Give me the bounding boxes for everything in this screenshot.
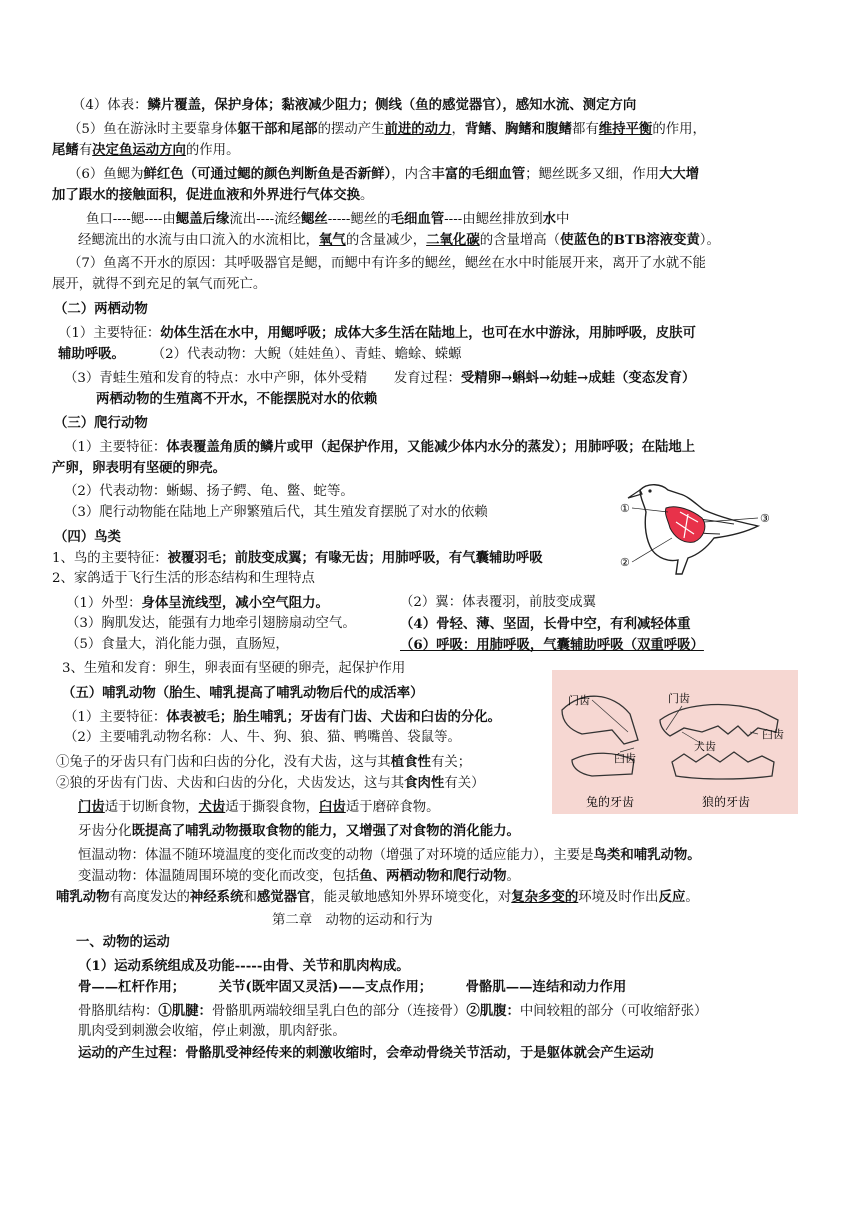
text-line <box>52 548 543 569</box>
text-line <box>272 911 433 931</box>
text-run: 适于撕裂食物， <box>225 800 320 815</box>
text-run: 环境及时作出 <box>578 890 659 905</box>
text-run: 丰富的毛细血管 <box>431 166 526 182</box>
bird-eye-icon <box>648 489 651 492</box>
text-run: （1）外型： <box>66 596 142 611</box>
text-run: （1）主要特征： <box>58 326 161 341</box>
text-run: （2）代表动物：大鲵（娃娃鱼）、青蛙、蟾蜍、蝾螈 <box>118 347 462 362</box>
text-line <box>66 635 289 655</box>
text-run: 哺乳动物 <box>56 889 110 905</box>
text-run: 维持平衡 <box>598 121 653 137</box>
text-line <box>56 773 485 794</box>
text-run: 两栖动物的生殖离不开水，不能摆脱对水的依赖 <box>96 391 378 407</box>
teeth-leader-line <box>592 700 628 732</box>
text-run: 的作用。 <box>185 143 240 158</box>
text-run: 恒温动物：体温不随环境温度的变化而改变的动物（增强了对环境的适应能力），主要是 <box>78 848 594 863</box>
text-run: 的含量减少， <box>345 233 427 248</box>
text-run: 和 <box>243 890 257 905</box>
text-run: （1）主要特征： <box>64 710 167 725</box>
text-run: 既提高了哺乳动物摄取食物的能力，又增强了对食物的消化能力。 <box>131 823 520 839</box>
text-run: 加了跟水的接触面积，促进血液和外界进行气体交换 <box>52 187 360 203</box>
text-line <box>78 797 440 818</box>
text-run: 大大增 <box>659 166 700 182</box>
text-run: （2）主要哺乳动物名称：人、牛、狗、狼、猫、鸭嘴兽、袋鼠等。 <box>64 730 461 745</box>
text-run: 被覆羽毛；前肢变成翼；有喙无齿；用肺呼吸，有气囊辅助呼吸 <box>167 550 543 566</box>
text-run: ）。 <box>699 233 720 248</box>
wolf-lower-jaw <box>672 752 774 779</box>
teeth-leader-line <box>666 706 682 730</box>
text-line <box>78 977 626 998</box>
text-run: 牙齿分化 <box>78 824 132 839</box>
bird-label: ① <box>620 502 630 515</box>
text-run: 鳃盖后缘 <box>175 211 230 227</box>
text-run: 感觉器官 <box>256 889 311 905</box>
text-run: 的作用， <box>652 122 706 137</box>
text-run: 犬齿 <box>198 799 226 815</box>
teeth-caption: 兔的牙齿 <box>586 795 635 809</box>
bird-leader-line <box>632 508 668 512</box>
text-run: ；鳃丝既多又细，作用 <box>525 167 660 182</box>
text-run: 中 <box>555 212 570 227</box>
text-run: 。 <box>506 869 520 884</box>
text-run: 幼体生活在水中，用鳃呼吸；成体大多生活在陆地上，也可在水中游泳，用肺呼吸，皮肤可 <box>160 325 696 341</box>
text-run: ，内含 <box>391 167 432 182</box>
text-run: （3）胸肌发达，能强有力地牵引翅膀扇动空气。 <box>66 616 356 631</box>
text-run: 植食性 <box>390 754 431 770</box>
text-run: （五）哺乳动物（胎生、哺乳提高了哺乳动物后代的成活率） <box>62 685 424 701</box>
text-line <box>68 164 699 185</box>
text-run: 复杂多变的 <box>511 889 579 905</box>
text-run: 反应 <box>658 889 686 905</box>
text-run: （4）骨轻、薄、坚固，长骨中空，有利减轻体重 <box>400 616 691 632</box>
text-line <box>56 752 471 773</box>
text-run: 神经系统 <box>189 889 244 905</box>
text-run: 臼齿 <box>319 799 346 815</box>
text-run: 鳃丝 <box>301 211 328 227</box>
text-run: 受精卵→蝌蚪→幼蛙→成蛙（变态发育） <box>460 370 696 386</box>
text-line <box>400 593 596 613</box>
text-run: 。 <box>685 890 699 905</box>
teeth-label: 臼齿 <box>762 728 784 741</box>
text-run: （5）食量大，消化能力强，直肠短， <box>66 637 289 652</box>
text-line <box>78 1022 346 1042</box>
text-run: 经鳃流出的水流与由口流入的水流相比， <box>78 233 320 248</box>
text-run: 鳞片覆盖，保护身体；黏液减少阻力；侧线（鱼的感觉器官），感知水流、测定方向 <box>147 97 637 113</box>
text-run: 辅助呼吸。 <box>58 346 119 362</box>
text-run: 门齿 <box>78 799 105 815</box>
text-run: ②狼的牙齿有门齿、犬齿和臼齿的分化，犬齿发达，这与其 <box>56 776 405 791</box>
teeth-label: 臼齿 <box>614 752 636 765</box>
text-run: 鱼、两栖动物和爬行动物 <box>359 868 507 884</box>
text-run: （4）体表： <box>72 98 148 113</box>
wolf-upper-jaw <box>660 705 778 736</box>
text-run: 3、生殖和发育：卵生，卵表面有坚硬的卵壳，起保护作用 <box>62 661 406 676</box>
text-run: （1）运动系统组成及功能-----由骨、关节和肌肉构成。 <box>78 958 410 974</box>
text-run: 鱼口----鳃----由 <box>86 212 176 227</box>
text-line <box>64 482 354 502</box>
text-line <box>72 95 636 116</box>
text-run: 肌肉受到刺激会收缩，停止刺激，肌肉舒张。 <box>78 1024 346 1039</box>
text-line <box>86 209 569 230</box>
text-run: 2、家鸽适于飞行生活的形态结构和生理特点 <box>52 571 315 586</box>
text-run: 骨骼肌两端较细呈乳白色的部分（连接骨） <box>211 1004 467 1019</box>
text-line <box>56 887 699 908</box>
text-run: ①兔子的牙齿只有门齿和臼齿的分化，没有犬齿，这与其 <box>56 755 391 770</box>
text-run: 流出----流经 <box>229 212 301 227</box>
text-run: （6）呼吸：用肺呼吸，气囊辅助呼吸（双重呼吸） <box>400 637 704 653</box>
text-run: （四）鸟类 <box>54 529 121 545</box>
text-line <box>64 368 695 389</box>
teeth-label: 门齿 <box>668 692 690 705</box>
text-run: 。 <box>359 188 374 203</box>
text-run: 鸟类和哺乳动物。 <box>593 847 701 863</box>
pigeon-diagram <box>618 478 786 586</box>
text-line <box>52 569 315 589</box>
text-run: （3）青蛙生殖和发育的特点：水中产卵，体外受精 发育过程： <box>64 371 461 386</box>
text-run: 1、鸟的主要特征： <box>52 551 168 566</box>
text-run: 中间较粗的部分（可收缩舒张） <box>519 1004 708 1019</box>
text-line <box>78 821 520 842</box>
text-run: ②肌腹： <box>466 1003 520 1019</box>
text-line <box>400 635 704 656</box>
text-run: 鲜红色（可通过鳃的颜色判断鱼是否新鲜） <box>143 166 392 182</box>
text-run: 体表被毛；胎生哺乳；牙齿有门齿、犬齿和臼齿的分化。 <box>166 709 502 725</box>
teeth-diagram <box>552 670 798 814</box>
text-run: 都有 <box>571 122 599 137</box>
text-line <box>52 275 266 295</box>
text-run: 适于切断食物， <box>104 800 199 815</box>
text-line <box>52 140 239 161</box>
text-run: 一、动物的运动 <box>76 934 170 950</box>
text-run: 适于磨碎食物。 <box>345 800 440 815</box>
text-run: -----鳃丝的 <box>327 212 391 227</box>
text-line <box>78 845 701 866</box>
text-run: 体表覆盖角质的鳞片或甲（起保护作用，又能减少体内水分的蒸发）；用肺呼吸；在陆地上 <box>166 439 696 455</box>
teeth-caption: 狼的牙齿 <box>702 795 751 809</box>
text-run: （二）两栖动物 <box>54 301 148 317</box>
bird-leader-line <box>632 538 672 562</box>
text-line <box>54 413 148 434</box>
text-line <box>64 503 488 523</box>
text-run: ， <box>451 122 465 137</box>
text-run: 骨胳肌结构： <box>78 1004 159 1019</box>
text-run: （三）爬行动物 <box>54 415 148 431</box>
text-line <box>64 707 501 728</box>
text-line <box>52 185 373 206</box>
text-run: 毛细血管 <box>390 211 445 227</box>
text-run: 前进的动力 <box>384 121 452 137</box>
text-line <box>78 1001 707 1022</box>
text-run: 躯干部和尾部 <box>237 121 318 137</box>
bird-lungs <box>665 507 704 543</box>
text-line <box>62 659 405 679</box>
text-line <box>76 932 170 953</box>
text-line <box>58 344 462 365</box>
text-run: 变温动物：体温随周围环境的变化而改变，包括 <box>78 869 360 884</box>
text-run: 身体呈流线型，减小空气阻力。 <box>141 595 329 611</box>
text-line <box>68 119 706 140</box>
text-run: ----由鳃丝排放到 <box>444 212 543 227</box>
teeth-label: 门齿 <box>568 694 590 707</box>
text-line <box>400 614 691 635</box>
text-run: 产卵，卵表明有坚硬的卵壳。 <box>52 460 227 476</box>
text-run: 骨——杠杆作用； 关节(既牢固又灵活)——支点作用； 骨骼肌——连结和动力作用 <box>78 979 627 995</box>
text-run: （6）鱼鳃为 <box>68 167 144 182</box>
text-run: ①肌腱： <box>158 1003 212 1019</box>
text-run: 决定鱼运动方向 <box>92 142 186 158</box>
text-run: 有高度发达的 <box>109 890 190 905</box>
text-run: 背鳍、胸鳍和腹鳍 <box>464 121 572 137</box>
text-run: 尾鳍 <box>52 142 79 158</box>
text-line <box>52 458 226 479</box>
text-run: 食肉性 <box>404 775 445 791</box>
text-line <box>78 1043 654 1064</box>
text-run: 有关） <box>444 776 485 791</box>
bird-label: ② <box>620 556 630 569</box>
text-run: 第二章 动物的运动和行为 <box>272 913 433 928</box>
text-run: （2）代表动物：蜥蜴、扬子鳄、龟、鳖、蛇等。 <box>64 484 354 499</box>
text-run: （2）翼：体表覆羽，前肢变成翼 <box>400 595 596 610</box>
text-line <box>78 956 410 977</box>
text-run: 的含量增高（ <box>479 233 561 248</box>
text-run: 展开，就得不到充足的氧气而死亡。 <box>52 277 267 292</box>
text-line <box>78 866 520 887</box>
text-run: 运动的产生过程：骨骼肌受神经传来的刺激收缩时，会牵动骨绕关节活动，于是躯体就会产生运动 <box>78 1045 654 1061</box>
text-line <box>54 527 121 548</box>
text-run: 二氧化碳 <box>426 232 480 248</box>
text-line <box>68 254 706 274</box>
text-run: ，能灵敏地感知外界环境变化，对 <box>310 890 512 905</box>
text-line <box>66 593 329 614</box>
teeth-label: 犬齿 <box>694 740 716 753</box>
text-line <box>64 728 461 748</box>
text-line <box>64 437 695 458</box>
text-line <box>96 389 377 410</box>
text-run: 水 <box>542 211 556 227</box>
text-run: 氧气 <box>319 232 346 248</box>
text-run: （7）鱼离不开水的原因：其呼吸器官是鳃，而鳃中有许多的鳃丝，鳃丝在水中时能展开来，离开了水就不能 <box>68 256 706 271</box>
text-line <box>58 323 696 344</box>
text-run: 有关； <box>430 755 472 770</box>
text-line <box>62 683 424 704</box>
text-run: 使蓝色的BTB溶液变黄 <box>560 232 700 248</box>
text-run: （5）鱼在游泳时主要靠身体 <box>68 122 238 137</box>
text-line <box>66 614 356 634</box>
text-line <box>54 299 148 320</box>
bird-label: ③ <box>760 512 770 525</box>
text-run: （1）主要特征： <box>64 440 167 455</box>
text-run: 的摆动产生 <box>317 122 385 137</box>
text-line <box>78 230 720 251</box>
text-run: （3）爬行动物能在陆地上产卵繁殖后代，其生殖发育摆脱了对水的依赖 <box>64 505 488 520</box>
text-run: 有 <box>78 143 93 158</box>
